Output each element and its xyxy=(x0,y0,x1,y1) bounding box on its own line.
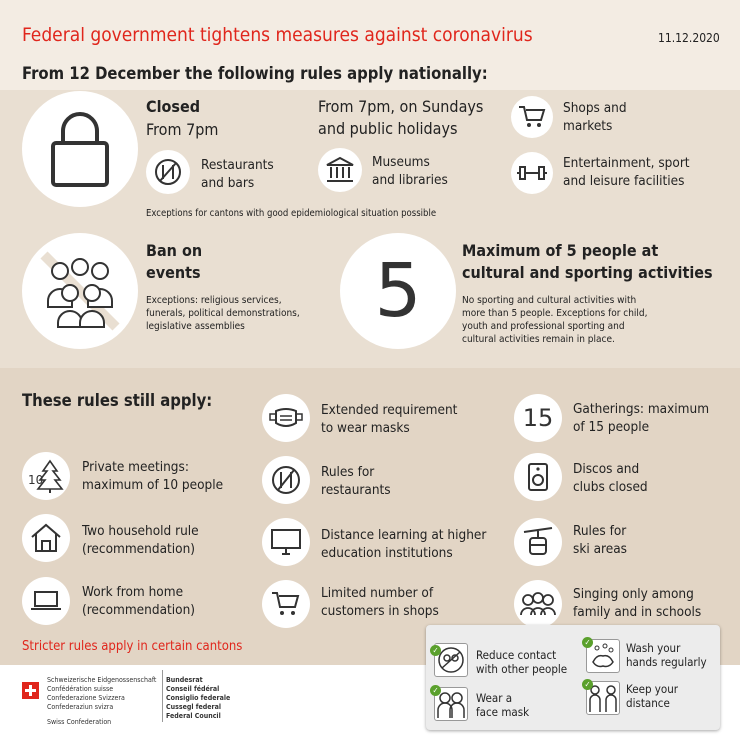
max5-heading-1: Maximum of 5 people at xyxy=(462,241,659,260)
events-exception-2: funerals, political demonstrations, xyxy=(146,308,300,319)
events-exception-1: Exceptions: religious services, xyxy=(146,295,282,306)
council-rm: Cussegl federal xyxy=(166,703,222,711)
max5-heading-2: cultural and sporting activities xyxy=(462,263,713,282)
entertainment-label-2: and leisure facilities xyxy=(563,173,685,189)
work-home-1: Work from home xyxy=(82,584,184,600)
discos-2: clubs closed xyxy=(573,479,648,495)
council-de: Bundesrat xyxy=(166,676,203,684)
council-fr: Conseil fédéral xyxy=(166,685,220,693)
gatherings-2: of 15 people xyxy=(573,419,650,435)
closed-time-sundays-2: and public holidays xyxy=(318,119,458,138)
restaurant-label-2: and bars xyxy=(201,175,255,191)
page-title: Federal government tightens measures against coronavirus xyxy=(22,24,533,46)
household-rule-2: (recommendation) xyxy=(82,541,196,557)
cable-car-icon xyxy=(514,518,562,566)
singing-2: family and in schools xyxy=(573,604,702,620)
closed-time-sundays-1: From 7pm, on Sundays xyxy=(318,97,484,116)
limited-customers-1: Limited number of xyxy=(321,585,434,601)
museum-label-1: Museums xyxy=(372,154,430,170)
distance-learning-1: Distance learning at higher xyxy=(321,527,487,543)
laptop-icon xyxy=(22,577,70,625)
date-label: 11.12.2020 xyxy=(658,31,720,45)
house-icon xyxy=(22,514,70,562)
singing-1: Singing only among xyxy=(573,586,694,602)
entertainment-label-1: Entertainment, sport xyxy=(563,155,690,171)
confed-de: Schweizerische Eidgenossenschaft xyxy=(47,676,157,684)
subtitle: From 12 December the following rules apply nationally: xyxy=(22,64,488,83)
max5-text-1: No sporting and cultural activities with xyxy=(462,295,637,306)
shops-label-1: Shops and xyxy=(563,100,627,116)
confederation-names xyxy=(47,676,156,712)
legend-contact-1: Reduce contact xyxy=(476,648,557,662)
restaurant-rules-icon xyxy=(262,456,310,504)
private-meetings-2: maximum of 10 people xyxy=(82,477,224,493)
crowd-banned-icon xyxy=(22,233,138,349)
council-en: Federal Council xyxy=(166,712,221,720)
shops-label-2: markets xyxy=(563,118,613,134)
footer-divider xyxy=(162,670,163,722)
distance-learning-2: education institutions xyxy=(321,545,453,561)
work-home-2: (recommendation) xyxy=(82,602,196,618)
singing-people-icon xyxy=(514,580,562,628)
check-icon: ✓ xyxy=(582,637,593,648)
christmas-tree-icon xyxy=(22,452,70,500)
limited-customers-2: customers in shops xyxy=(321,603,439,619)
events-exception-3: legislative assemblies xyxy=(146,321,245,332)
legend-wash-1: Wash your xyxy=(626,641,681,655)
gatherings-1: Gatherings: maximum xyxy=(573,401,710,417)
shopping-cart-icon xyxy=(511,96,553,138)
confed-it: Confederazione Svizzera xyxy=(47,694,125,702)
number-5-text: 5 xyxy=(374,248,422,334)
private-meetings-1: Private meetings: xyxy=(82,459,189,475)
mask-label-1: Extended requirement xyxy=(321,402,458,418)
legend-contact-2: with other people xyxy=(476,662,568,676)
mask-label-2: to wear masks xyxy=(321,420,410,436)
number-15-icon xyxy=(514,394,562,442)
legend-mask-1: Wear a xyxy=(476,691,513,705)
legend-mask-2: face mask xyxy=(476,705,530,719)
household-rule-1: Two household rule xyxy=(82,523,199,539)
number-5-icon xyxy=(340,233,456,349)
shopping-cart-icon xyxy=(262,580,310,628)
discos-1: Discos and xyxy=(573,461,640,477)
restaurant-rules-2: restaurants xyxy=(321,482,391,498)
still-apply-heading: These rules still apply: xyxy=(22,391,213,410)
legend-wash-2: hands regularly xyxy=(626,655,707,669)
swiss-confederation: Swiss Confederation xyxy=(47,718,112,726)
closed-time-7pm: From 7pm xyxy=(146,120,219,139)
events-heading-1: Ban on xyxy=(146,241,203,260)
number-15-text: 15 xyxy=(522,404,554,432)
check-icon: ✓ xyxy=(430,645,441,656)
legend-distance-2: distance xyxy=(626,696,670,710)
ski-rules-1: Rules for xyxy=(573,523,627,539)
face-mask-icon xyxy=(262,394,310,442)
check-icon: ✓ xyxy=(430,685,441,696)
ski-rules-2: ski areas xyxy=(573,541,627,557)
exception-note: Exceptions for cantons with good epidemiological situation possible xyxy=(146,208,437,219)
hygiene-legend xyxy=(426,625,720,730)
restaurant-rules-1: Rules for xyxy=(321,464,375,480)
museum-icon xyxy=(318,148,362,192)
swiss-flag-icon xyxy=(22,682,39,699)
council-it: Consiglio federale xyxy=(166,694,231,702)
confed-rm: Confederaziun svizra xyxy=(47,703,114,711)
tree-badge: 10 xyxy=(28,473,44,487)
max5-text-2: more than 5 people. Exceptions for child, xyxy=(462,308,648,319)
confed-fr: Confédération suisse xyxy=(47,685,114,693)
speaker-icon xyxy=(514,453,562,501)
dumbbell-icon xyxy=(511,152,553,194)
padlock-icon xyxy=(22,91,138,207)
max5-text-3: youth and professional sporting and xyxy=(462,321,625,332)
closed-heading: Closed xyxy=(146,97,201,116)
legend-distance-1: Keep your xyxy=(626,682,679,696)
stricter-rules-note: Stricter rules apply in certain cantons xyxy=(22,639,243,654)
events-heading-2: events xyxy=(146,263,201,282)
restaurant-label-1: Restaurants xyxy=(201,157,274,173)
check-icon: ✓ xyxy=(582,679,593,690)
monitor-icon xyxy=(262,518,310,566)
museum-label-2: and libraries xyxy=(372,172,448,188)
federal-council xyxy=(166,676,230,721)
max5-text-4: cultural activities remain in place. xyxy=(462,334,615,345)
restaurant-closed-icon xyxy=(146,150,190,194)
